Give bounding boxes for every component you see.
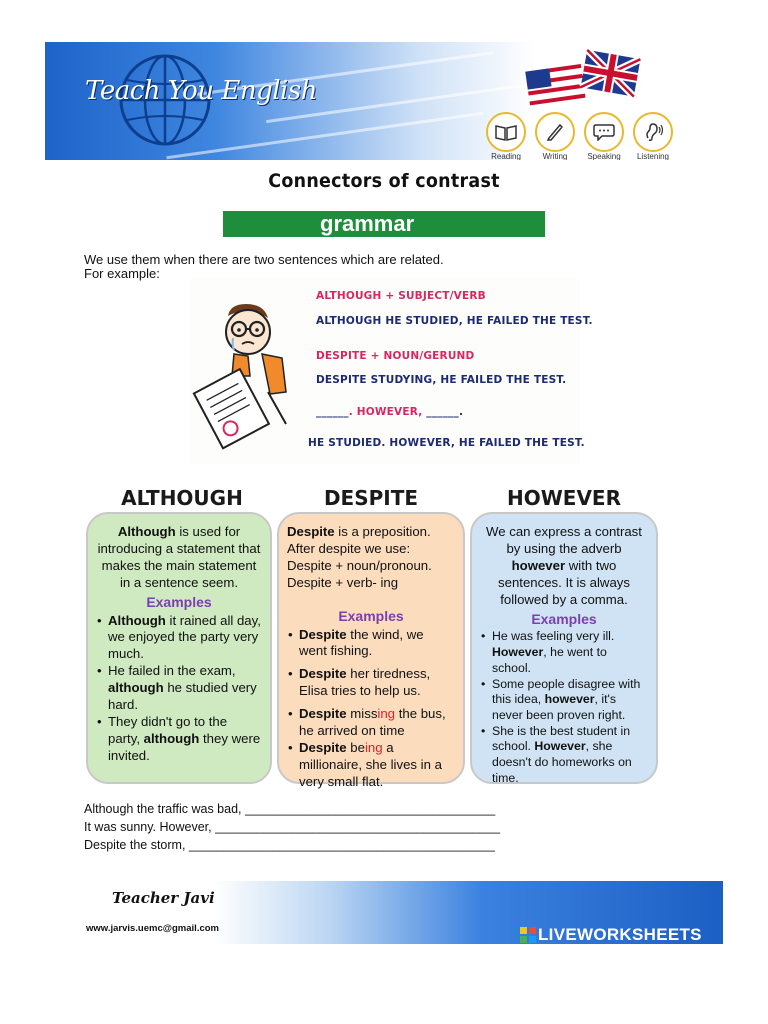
skill-label-reading: Reading (491, 152, 521, 160)
rule-however-word: . HOWEVER, (348, 406, 423, 418)
card-despite-line-2: After despite we use: (287, 540, 411, 556)
card-although (86, 512, 272, 784)
student-illustration-icon (190, 296, 302, 456)
intro-line-1: We use them when there are two sentences which are related. (84, 252, 444, 267)
liveworksheets-brand: LIVEWORKSHEETS (538, 925, 702, 944)
heading-despite: DESPITE (323, 486, 419, 510)
rule-however-blank-1: ______ (316, 406, 349, 418)
list-item: • Although it rained all day, we enjoyed the party very much. (96, 613, 262, 664)
skill-label-speaking: Speaking (587, 152, 621, 160)
list-item: • Despite being a millionaire, she lives in a very small flat. (287, 740, 455, 791)
page-title: Connectors of contrast (268, 170, 500, 192)
exercise-2[interactable]: It was sunny. However, _________________________________________ (84, 820, 501, 834)
speech-bubble-icon (584, 112, 624, 152)
teacher-email: www.jarvis.uemc@gmail.com (86, 923, 219, 934)
book-icon (486, 112, 526, 152)
card-however-examples-title: Examples (531, 610, 597, 627)
example-panel (190, 278, 593, 464)
card-however (470, 512, 658, 784)
header-banner (45, 42, 725, 160)
flags-icon (523, 48, 643, 112)
card-despite (277, 512, 465, 789)
list-item: • He failed in the exam, although he studied very hard. (96, 663, 262, 714)
list-item: • Despite missing the bus, he arrived on time (287, 706, 455, 740)
heading-although: ALTHOUGH (121, 486, 243, 510)
list-item: • Despite the wind, we went fishing. (287, 627, 455, 661)
brand-logo-text: Teach You English (85, 76, 317, 106)
rule-however (316, 406, 463, 418)
list-item: • She is the best student in school. However, she doesn't do homeworks on time. (480, 724, 648, 787)
list-item: • Some people disagree with this idea, however, it's never been proven right. (480, 677, 648, 724)
card-despite-examples-title: Examples (338, 607, 404, 624)
sentence-despite: DESPITE STUDYING, HE FAILED THE TEST. (316, 374, 567, 386)
grammar-banner: grammar (223, 211, 545, 237)
card-despite-line-4: Despite + verb- ing (287, 574, 399, 590)
card-although-intro: Although is used for introducing a statement that makes the main statement in a sentence seem. (97, 524, 261, 590)
rule-although: ALTHOUGH + SUBJECT/VERB (316, 290, 486, 302)
exercise-3[interactable]: Despite the storm, ____________________________________________ (84, 838, 495, 852)
list-item: • They didn't go to the party, although they were invited. (96, 714, 262, 765)
card-despite-intro: Despite is a preposition. (287, 524, 431, 539)
ear-icon (633, 112, 673, 152)
card-however-intro: We can express a contrast by using the adverb however with two sentences. It is always followed by a comma. (486, 524, 642, 607)
sentence-although: ALTHOUGH HE STUDIED, HE FAILED THE TEST. (316, 315, 593, 327)
rule-however-blank-2: ______. (426, 406, 464, 418)
card-despite-line-3: Despite + noun/pronoun. (287, 557, 432, 573)
pen-icon (535, 112, 575, 152)
liveworksheets-logo-icon (520, 927, 536, 943)
sentence-however: HE STUDIED. HOWEVER, HE FAILED THE TEST. (308, 437, 585, 449)
rule-despite: DESPITE + NOUN/GERUND (316, 350, 475, 362)
card-although-examples-title: Examples (146, 593, 212, 610)
teacher-signature: Teacher Javi (112, 889, 215, 907)
skill-label-listening: Listening (636, 152, 670, 160)
exercise-1[interactable]: Although the traffic was bad, ____________________________________ (84, 802, 496, 816)
intro-line-2: For example: (84, 266, 160, 281)
list-item: • Despite her tiredness, Elisa tries to help us. (287, 666, 455, 700)
list-item: • He was feeling very ill. However, he went to school. (480, 629, 648, 676)
skill-label-writing: Writing (542, 152, 568, 160)
heading-however: HOWEVER (506, 486, 621, 510)
